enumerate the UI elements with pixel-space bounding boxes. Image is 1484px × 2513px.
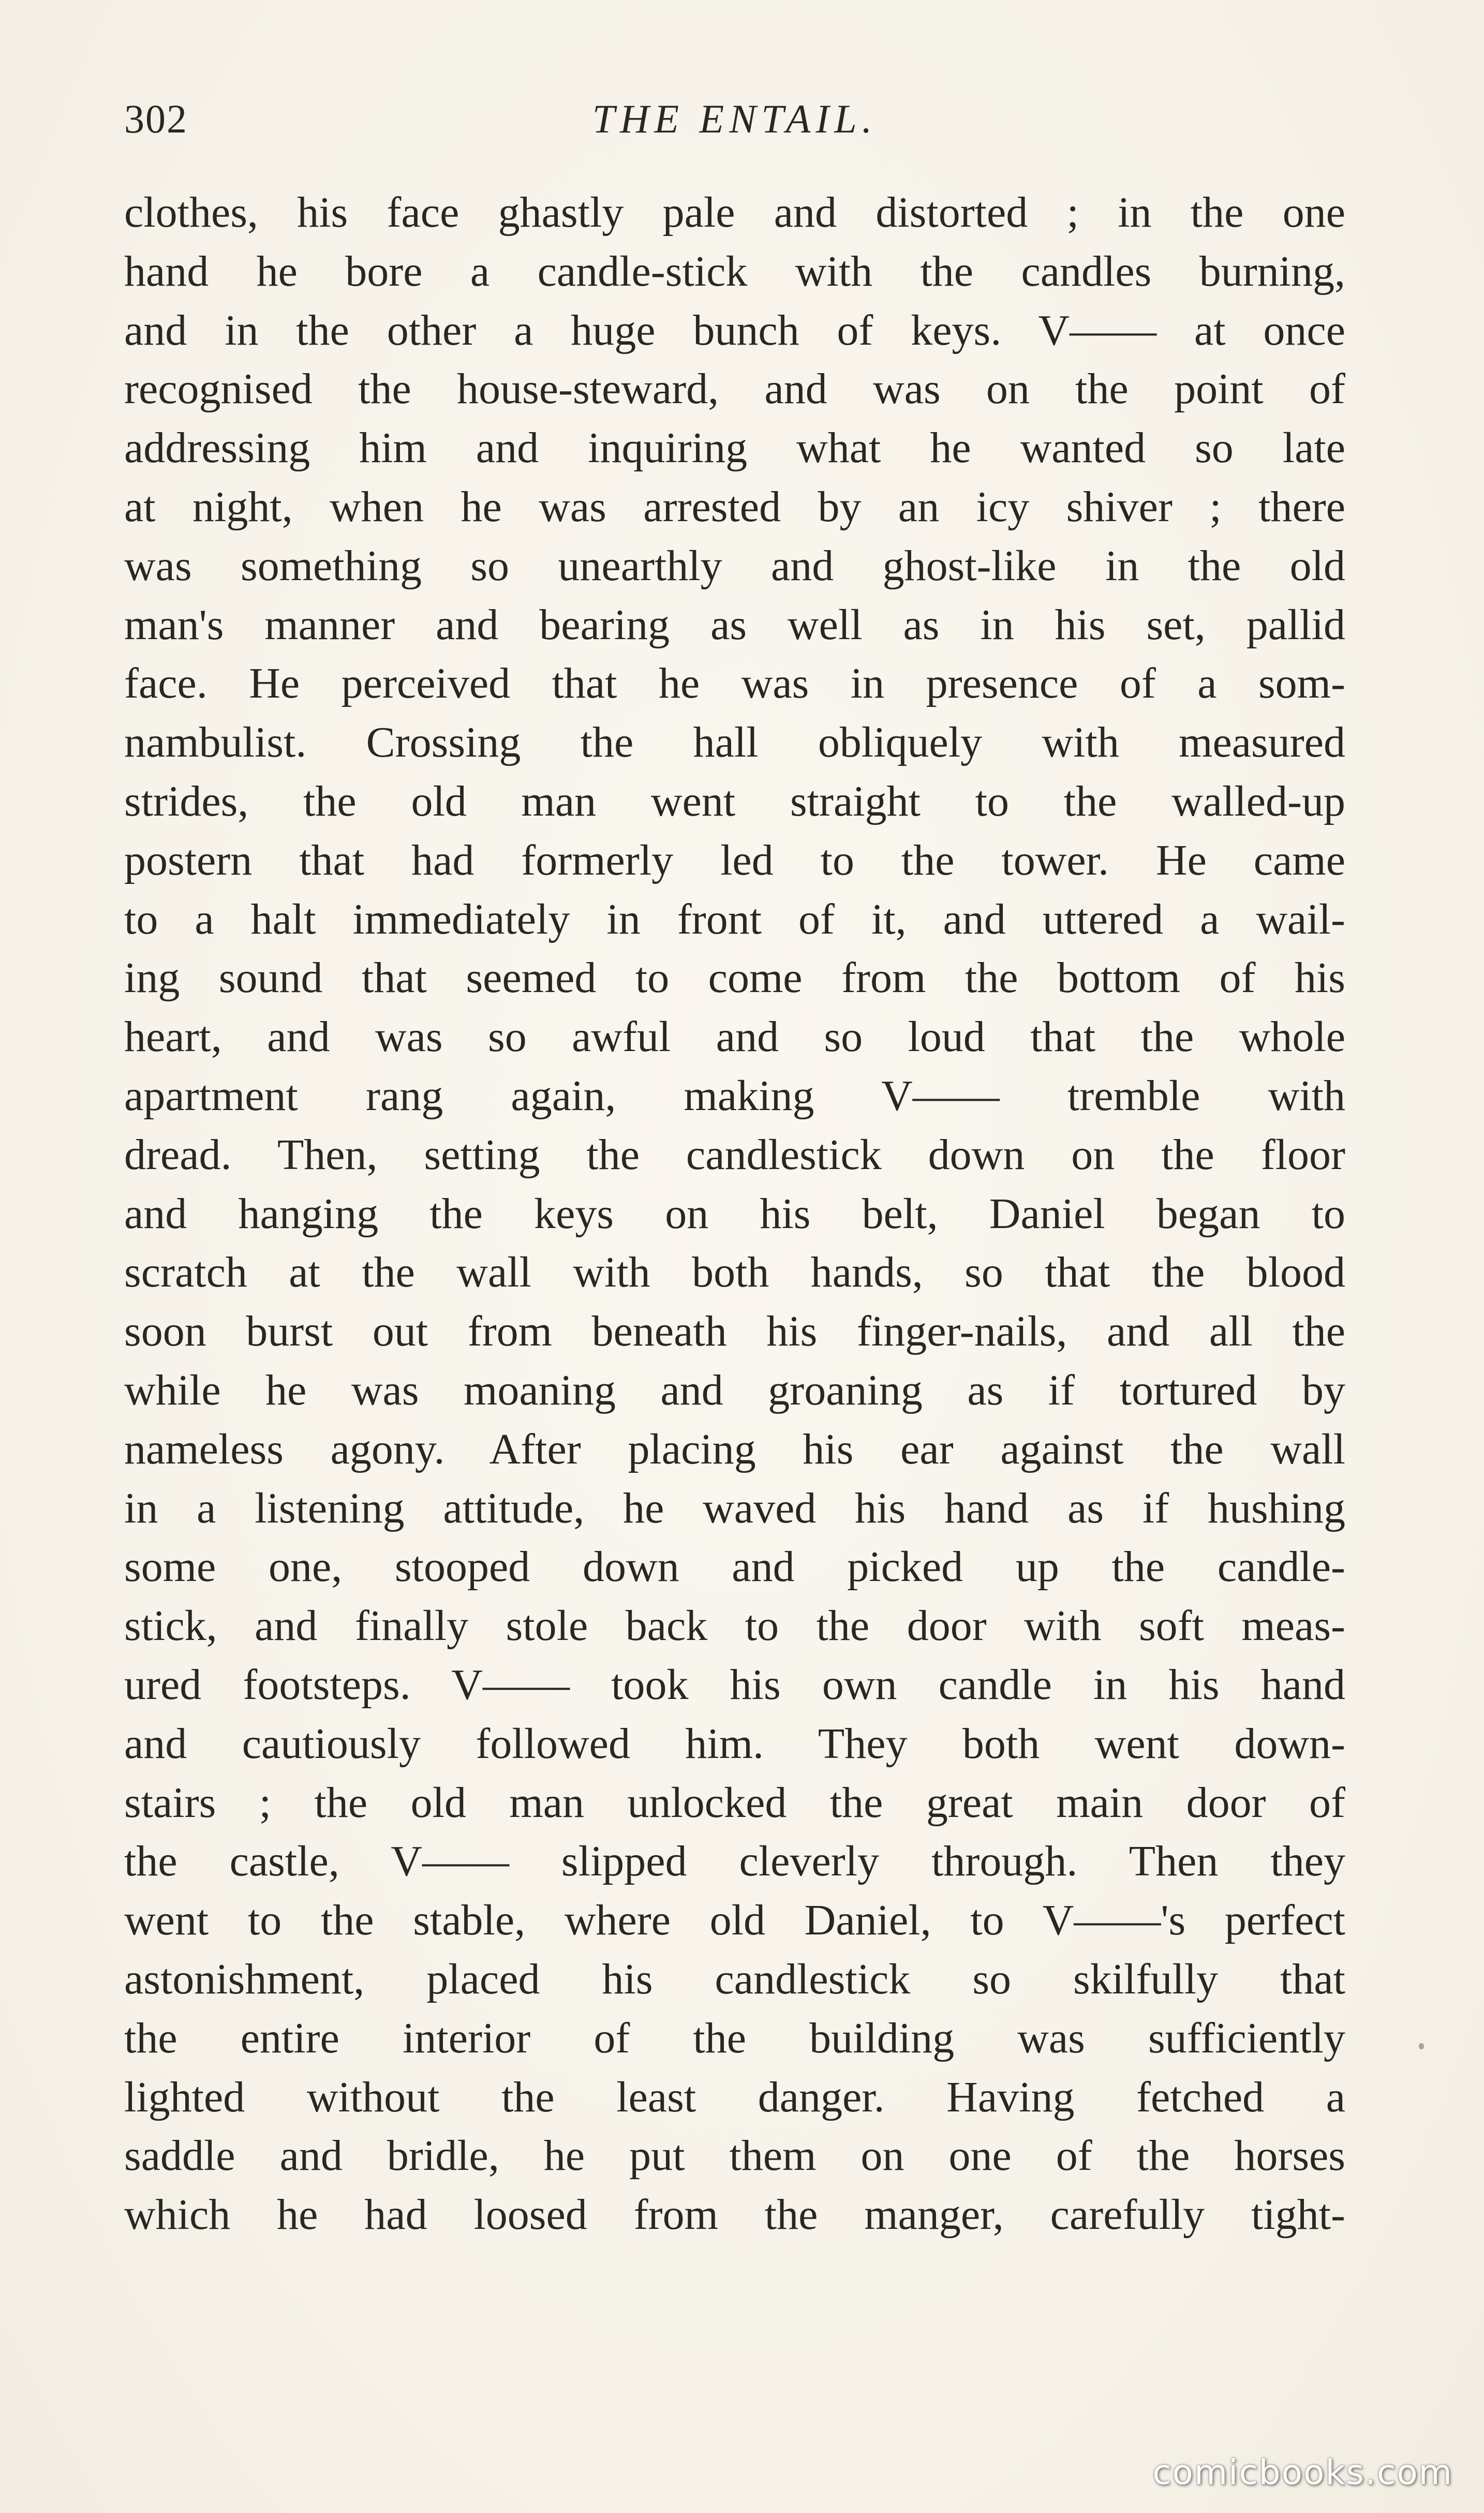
text-line: hand he bore a candle-stick with the candles burning, xyxy=(124,247,1345,295)
text-line: ured footsteps. V—— took his own candle in his hand xyxy=(124,1660,1345,1709)
text-line: dread. Then, setting the candlestick down on the floor xyxy=(124,1130,1345,1179)
text-line: went to the stable, where old Daniel, to V——'s perfect xyxy=(124,1896,1345,1945)
text-line: which he had loosed from the manger, carefully tight- xyxy=(124,2191,1345,2239)
watermark: comicbooks.com xyxy=(1152,2452,1453,2492)
text-line: some one, stooped down and picked up the candle- xyxy=(124,1543,1345,1591)
text-line: apartment rang again, making V—— tremble with xyxy=(124,1071,1345,1120)
text-line: recognised the house-steward, and was on the point of xyxy=(124,365,1345,413)
text-line: and hanging the keys on his belt, Daniel began to xyxy=(124,1189,1345,1238)
text-line: was something so unearthly and ghost-like in the old xyxy=(124,541,1345,590)
text-line: scratch at the wall with both hands, so that the blood xyxy=(124,1248,1345,1297)
text-line: heart, and was so awful and so loud that the whole xyxy=(124,1013,1345,1061)
text-line: saddle and bridle, he put them on one of the horses xyxy=(124,2132,1345,2180)
text-line: clothes, his face ghastly pale and distorted ; in the one xyxy=(124,188,1345,236)
text-line: in a listening attitude, he waved his hand as if hushing xyxy=(124,1484,1345,1532)
text-line: nameless agony. After placing his ear against the wall xyxy=(124,1425,1345,1473)
page-number: 302 xyxy=(124,96,188,141)
ink-speck xyxy=(1419,2043,1424,2049)
text-line: strides, the old man went straight to the walled-up xyxy=(124,777,1345,825)
text-line: postern that had formerly led to the tower. He came xyxy=(124,836,1345,884)
text-line: the castle, V—— slipped cleverly through. Then they xyxy=(124,1837,1345,1886)
text-line: addressing him and inquiring what he wanted so late xyxy=(124,424,1345,472)
text-line: nambulist. Crossing the hall obliquely with measured xyxy=(124,718,1345,767)
text-line: stick, and finally stole back to the door with soft meas- xyxy=(124,1602,1345,1650)
text-line: soon burst out from beneath his finger-nails, and all the xyxy=(124,1307,1345,1356)
text-line: and cautiously followed him. They both went down- xyxy=(124,1719,1345,1768)
text-line: lighted without the least danger. Having fetched a xyxy=(124,2073,1345,2121)
text-line: while he was moaning and groaning as if tortured by xyxy=(124,1366,1345,1414)
text-line: man's manner and bearing as well as in his set, pallid xyxy=(124,600,1345,649)
text-line: ing sound that seemed to come from the bottom of his xyxy=(124,954,1345,1002)
running-title: THE ENTAIL. xyxy=(592,96,878,141)
text-line: and in the other a huge bunch of keys. V—— at once xyxy=(124,306,1345,354)
text-line: the entire interior of the building was sufficiently xyxy=(124,2014,1345,2062)
running-head xyxy=(124,88,1345,150)
text-line: stairs ; the old man unlocked the great main door of xyxy=(124,1778,1345,1827)
text-line: to a halt immediately in front of it, and uttered a wail- xyxy=(124,895,1345,943)
text-line: face. He perceived that he was in presence of a som- xyxy=(124,659,1345,708)
text-line: at night, when he was arrested by an icy shiver ; there xyxy=(124,482,1345,531)
body-text xyxy=(124,183,1345,2244)
text-line: astonishment, placed his candlestick so skilfully that xyxy=(124,1955,1345,2003)
